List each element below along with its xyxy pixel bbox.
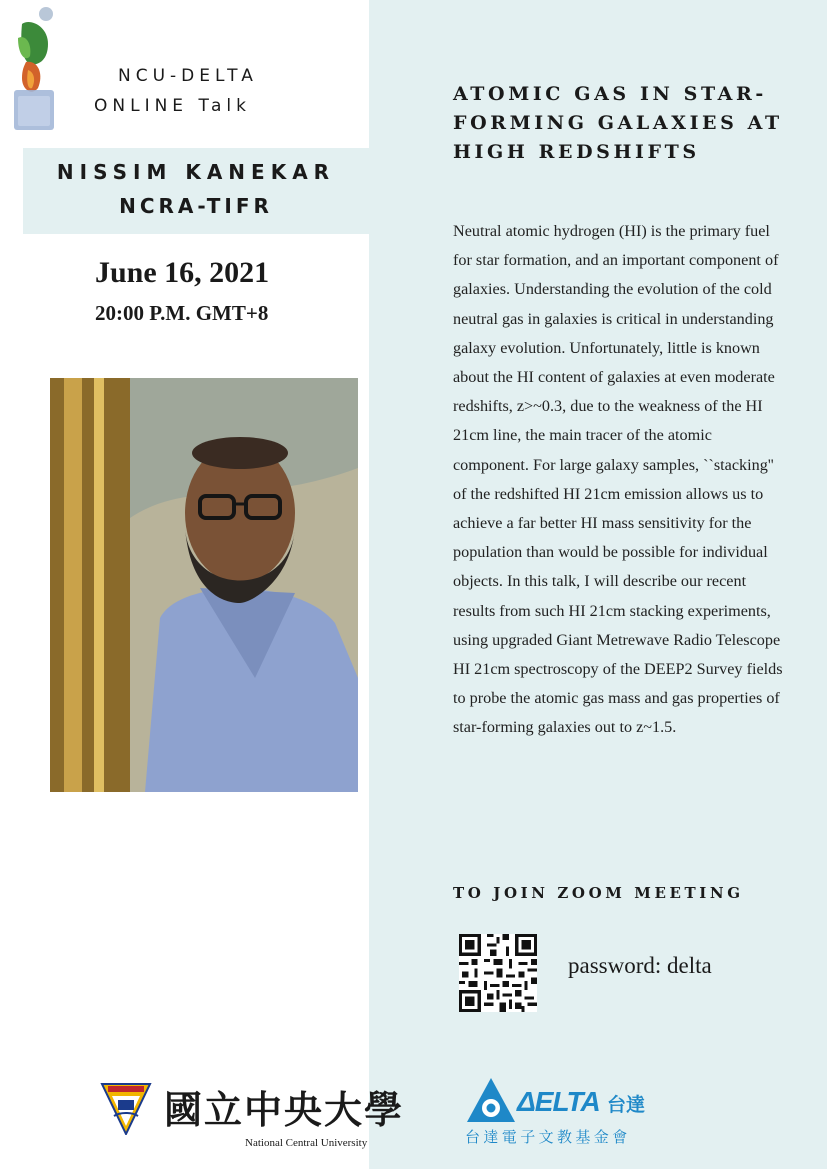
delta-chinese-name: 台達 xyxy=(607,1094,646,1116)
event-org: NCU-DELTA xyxy=(118,66,258,86)
ncu-logo xyxy=(100,1075,405,1155)
speaker-box xyxy=(23,148,369,234)
ncu-english-name: National Central University xyxy=(245,1137,368,1149)
ncu-badge-icon xyxy=(100,1080,152,1135)
event-date: June 16, 2021 xyxy=(95,256,270,289)
zoom-heading: TO JOIN ZOOM MEETING xyxy=(453,884,744,902)
talk-abstract: Neutral atomic hydrogen (HI) is the primary fuel for star formation, and an important component of galaxies. Understanding the evolution of the cold neutral gas in galaxies is critical in understanding galaxy evolution. Unfortunately, little is known about the HI content of galaxies at even moderate redshifts, z>~0.3, due to the weakness of the HI 21cm line, the main tracer of the atomic component. For large galaxy samples, ``stacking'' of the redshifted HI 21cm emission allows us to achieve a far better HI mass sensitivity for the population than would be possible for individual objects. In this talk, I will describe our recent results from such HI 21cm stacking experiments, using upgraded Giant Metrewave Radio Telescope HI 21cm spectroscopy of the DEEP2 Survey fields to probe the atomic gas mass and gas properties of star-forming galaxies out to z~1.5. xyxy=(453,222,783,737)
event-time: 20:00 P.M. GMT+8 xyxy=(95,301,269,325)
delta-brand-name: ΔELTA xyxy=(517,1086,600,1117)
speaker-name: NISSIM KANEKAR xyxy=(56,160,336,184)
delta-symbol-icon xyxy=(465,1076,517,1124)
zoom-password: password: delta xyxy=(568,953,712,978)
event-type: ONLINE Talk xyxy=(94,96,251,116)
talk-title: ATOMIC GAS IN STAR-FORMING GALAXIES AT HIGH REDSHIFTS xyxy=(453,83,783,163)
speaker-photo xyxy=(50,378,358,792)
ncu-chinese-name: 國立中央大學 xyxy=(164,1087,405,1132)
trophy-icon xyxy=(8,4,60,134)
zoom-qr-code[interactable] xyxy=(459,934,537,1012)
speaker-affiliation: NCRA-TIFR xyxy=(119,194,273,218)
delta-foundation-name: 台達電子文教基金會 xyxy=(465,1128,631,1146)
delta-logo xyxy=(465,1076,665,1151)
